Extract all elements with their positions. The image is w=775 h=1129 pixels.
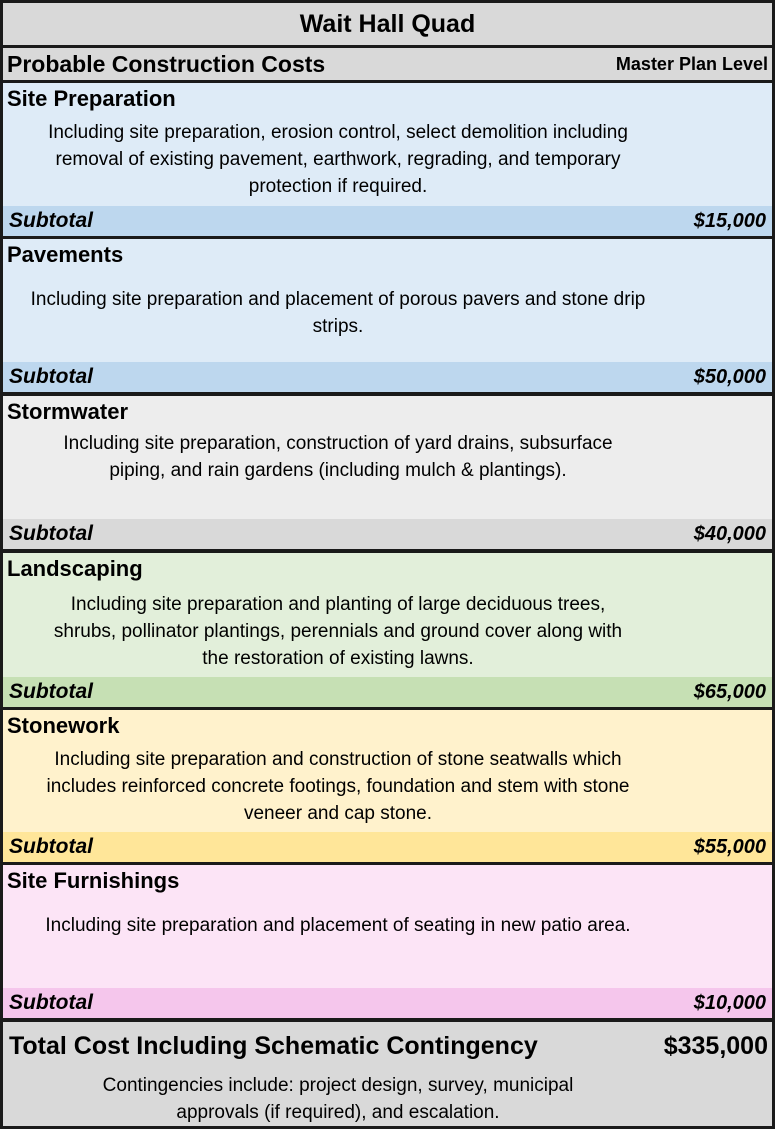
section-subtotal-row [3, 206, 772, 236]
section-subtotal-row [3, 677, 772, 707]
section-name: Pavements [7, 242, 124, 267]
subtotal-label: Subtotal [9, 680, 93, 703]
section-description: Including site preparation and construction of stone seatwalls which includes reinforced concrete footings, foundation and stem with stone veneer and cap stone. [46, 749, 630, 824]
section-subtotal-row [3, 519, 772, 549]
section-subtotal-row [3, 362, 772, 392]
section-pavements [3, 239, 772, 388]
section-description: Including site preparation and planting of large deciduous trees, shrubs, pollinator plantings, perennials and ground cover along with the restoration of existing lawns. [53, 594, 623, 669]
section-body [3, 239, 772, 362]
title-text: Wait Hall Quad [299, 9, 476, 38]
subtotal-label: Subtotal [9, 835, 93, 858]
section-body [3, 553, 772, 677]
section-site-preparation [3, 83, 772, 232]
total-row [3, 1022, 772, 1126]
table-header [3, 48, 772, 80]
subtotal-amount: $10,000 [693, 991, 766, 1014]
subtotal-label: Subtotal [9, 209, 93, 232]
contingency-note: Contingencies include: project design, survey, municipal approvals (if required), and escalation. [102, 1075, 574, 1123]
section-stonework [3, 710, 772, 858]
header-left: Probable Construction Costs [7, 50, 326, 77]
section-name: Stonework [7, 713, 120, 738]
subtotal-label: Subtotal [9, 365, 93, 388]
subtotal-amount: $50,000 [693, 365, 766, 388]
section-stormwater [3, 396, 772, 545]
section-body [3, 710, 772, 832]
section-name: Stormwater [7, 399, 129, 424]
section-name: Site Furnishings [7, 868, 180, 893]
section-body [3, 865, 772, 988]
section-description: Including site preparation and placement of seating in new patio area. [45, 915, 631, 936]
section-description: Including site preparation and placement of porous pavers and stone drip strips. [30, 289, 646, 337]
header-right: Master Plan Level [615, 53, 768, 74]
subtotal-amount: $65,000 [693, 680, 766, 703]
section-description: Including site preparation, erosion control, select demolition including removal of existing pavement, earthwork, regrading, and temporary protection if required. [48, 122, 628, 197]
section-description: Including site preparation, construction of yard drains, subsurface piping, and rain gardens (including mulch & plantings). [63, 433, 613, 481]
section-name: Site Preparation [7, 86, 176, 111]
subtotal-amount: $15,000 [693, 209, 766, 232]
section-subtotal-row [3, 832, 772, 862]
total-label: Total Cost Including Schematic Contingency [9, 1032, 538, 1060]
section-name: Landscaping [7, 556, 143, 581]
section-landscaping [3, 553, 772, 703]
section-body [3, 396, 772, 519]
section-body [3, 83, 772, 206]
subtotal-amount: $40,000 [693, 522, 766, 545]
table-title [3, 3, 772, 45]
section-site-furnishings [3, 865, 772, 1014]
subtotal-amount: $55,000 [693, 835, 766, 858]
subtotal-label: Subtotal [9, 522, 93, 545]
total-amount: $335,000 [663, 1032, 768, 1060]
subtotal-label: Subtotal [9, 991, 93, 1014]
section-subtotal-row [3, 988, 772, 1018]
